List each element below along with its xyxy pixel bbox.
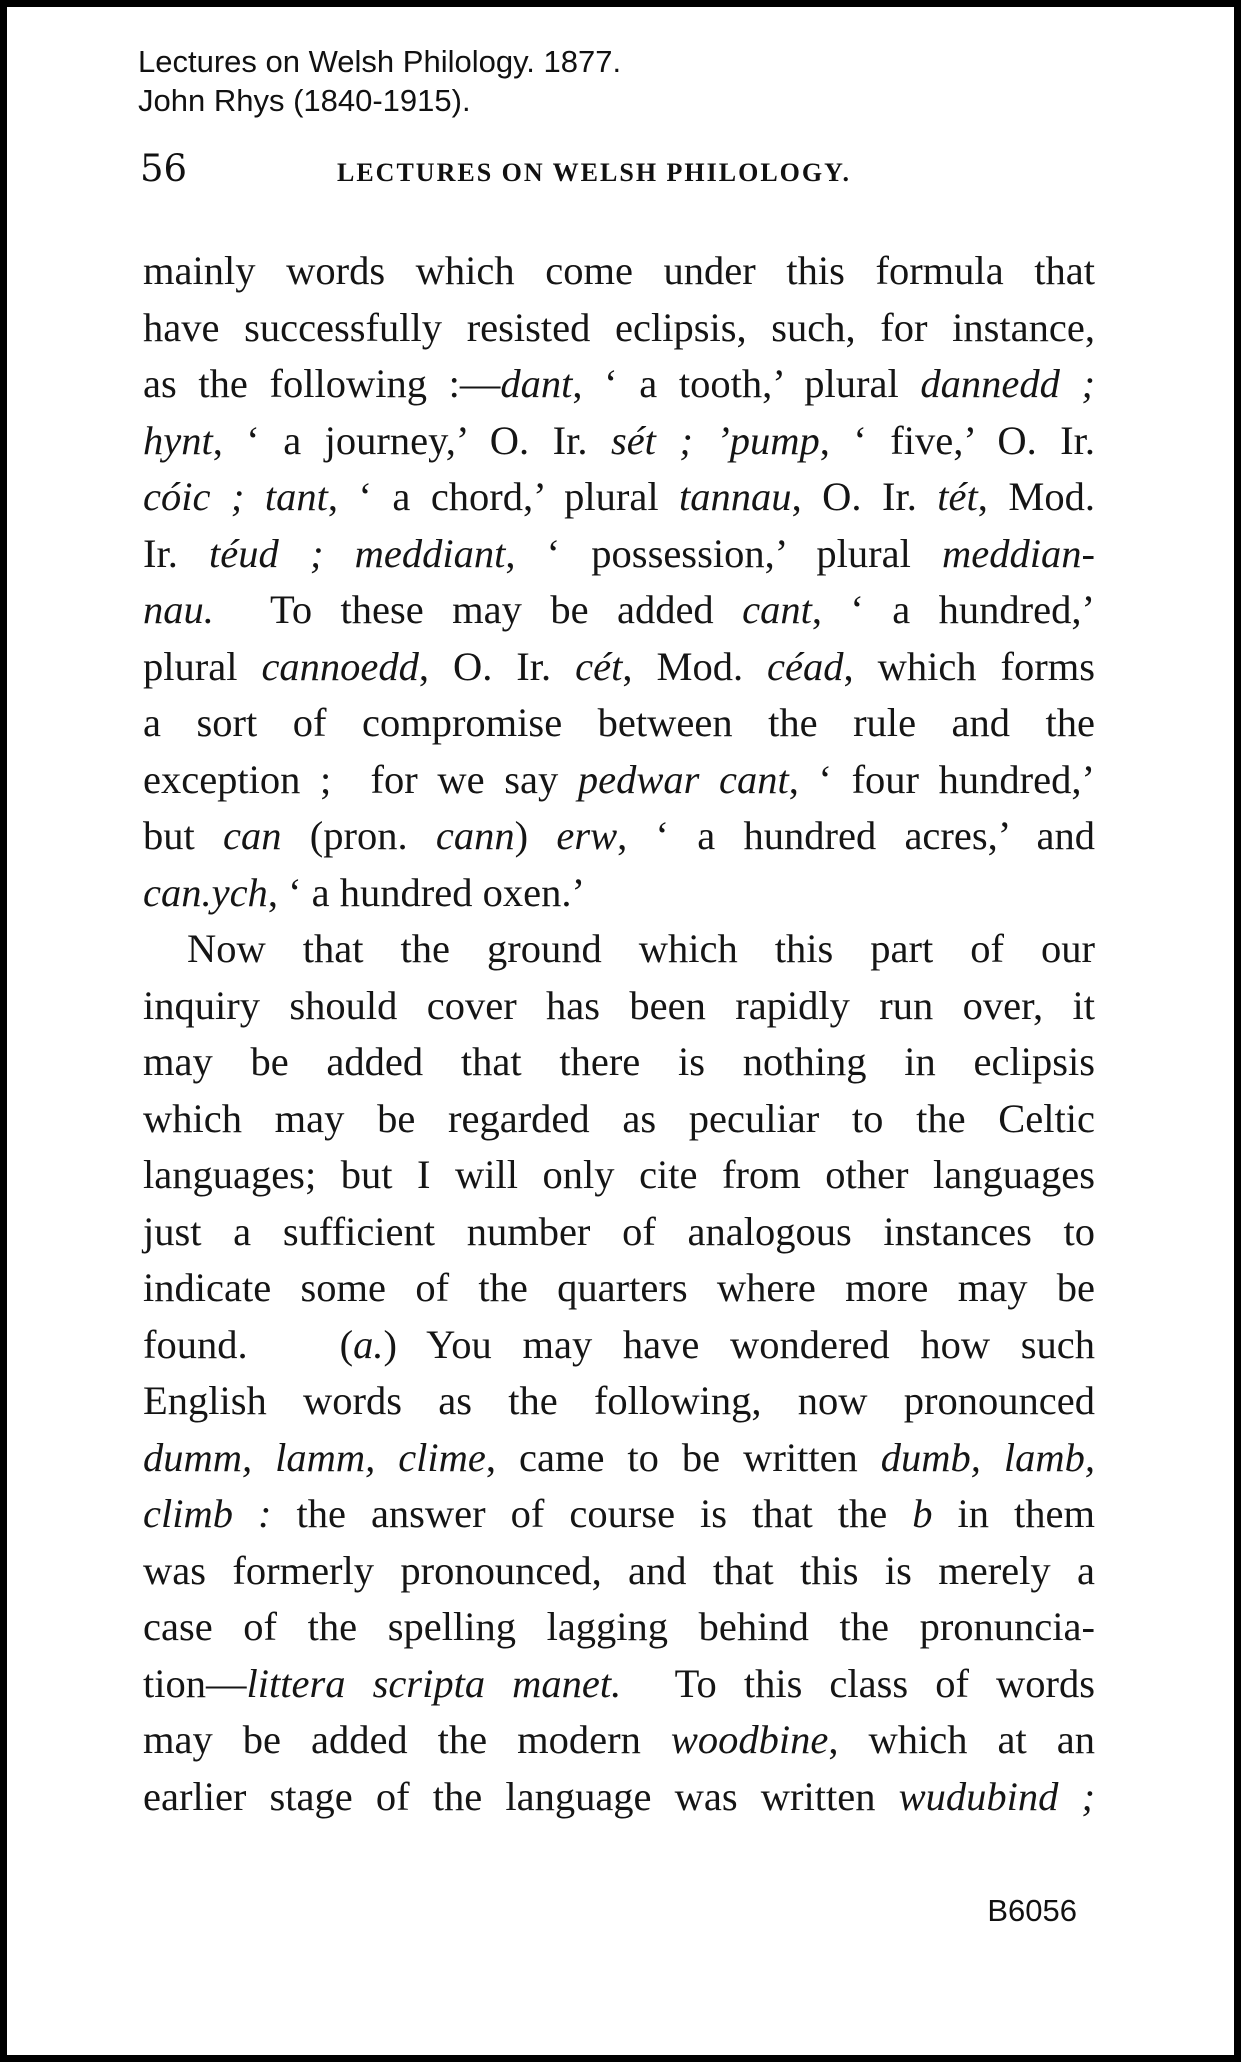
text-run: the answer of course is that the (271, 1491, 913, 1536)
text-run: , ‘ a chord,’ plural (327, 474, 680, 519)
text-run: languages; but I will only cite from other languages (143, 1152, 1095, 1197)
italic-text: climb : (143, 1491, 272, 1536)
text-run: case of the spelling lagging behind the pronuncia- (143, 1604, 1095, 1649)
page-number: 56 (140, 147, 188, 190)
text-line (143, 1373, 1095, 1430)
text-line (143, 695, 1095, 752)
text-line (143, 243, 1095, 300)
italic-text: pedwar cant (577, 756, 789, 802)
text-line (143, 1599, 1095, 1656)
text-run: plural (143, 643, 262, 689)
italic-text: dant (500, 361, 573, 406)
text-line (143, 1656, 1095, 1713)
text-line (143, 1430, 1095, 1487)
italic-text: woodbine (670, 1717, 829, 1762)
text-run: To this class of words (621, 1660, 1095, 1706)
italic-text: meddian- (942, 530, 1095, 576)
italic-text: b (912, 1491, 933, 1536)
italic-text: céad (767, 643, 844, 689)
text-line (143, 752, 1095, 809)
text-line (143, 413, 1095, 470)
text-run: Ir. (143, 530, 210, 576)
text-line (143, 1091, 1095, 1148)
text-run: Now that the ground which this part of our (187, 926, 1095, 971)
italic-text: cann (435, 813, 515, 858)
text-line (143, 1260, 1095, 1317)
italic-text: can.ych (143, 869, 268, 915)
text-run: , ‘ a hundred,’ (811, 587, 1095, 632)
text-run: tion— (143, 1660, 247, 1706)
text-line (143, 469, 1095, 526)
italic-text: dumb, lamb, (880, 1434, 1096, 1480)
text-run: , ‘ a tooth,’ plural (572, 361, 921, 406)
text-line (143, 1034, 1095, 1091)
text-line (143, 300, 1095, 357)
text-run: a sort of compromise between the rule and the (143, 700, 1095, 745)
italic-text: tét (937, 474, 978, 519)
text-line (143, 1147, 1095, 1204)
text-run: indicate some of the quarters where more may be (143, 1265, 1095, 1310)
italic-text: cant (742, 587, 812, 632)
text-run: as the following :— (143, 361, 501, 406)
text-run: mainly words which come under this formula that (143, 248, 1095, 293)
text-line (143, 808, 1095, 865)
text-run: , Mod. (977, 474, 1095, 519)
text-run: , O. Ir. (791, 474, 938, 519)
italic-text: dannedd ; (920, 361, 1095, 406)
text-run: , ‘ a hundred oxen.’ (267, 869, 585, 915)
text-run: English words as the following, now pronounced (143, 1378, 1095, 1423)
text-run: , which forms (843, 643, 1096, 689)
source-author: John Rhys (1840-1915). (138, 83, 471, 118)
italic-text: erw (556, 813, 618, 858)
text-run: found. ( (143, 1321, 354, 1367)
italic-text: a. (353, 1321, 384, 1367)
text-line (143, 1486, 1095, 1543)
text-run: , ‘ possession,’ plural (505, 530, 943, 576)
text-line (143, 978, 1095, 1035)
catalog-id: B6056 (987, 1893, 1077, 1928)
italic-text: dumm, lamm, clime (143, 1434, 486, 1480)
text-run: ) You may have wondered how such (383, 1321, 1095, 1367)
text-run: ) (514, 813, 557, 858)
text-line (143, 1204, 1095, 1261)
text-run: inquiry should cover has been rapidly run over, it (143, 982, 1095, 1028)
text-run: , ‘ four hundred,’ (788, 756, 1095, 802)
italic-text: nau. (143, 587, 214, 632)
text-line (143, 526, 1095, 583)
text-line (143, 1712, 1095, 1769)
text-run: may be added the modern (143, 1717, 671, 1762)
italic-text: cét (575, 643, 623, 689)
text-run: , came to be written (485, 1434, 881, 1480)
text-run: was formerly pronounced, and that this is merely a (143, 1547, 1095, 1593)
text-run: exception ; for we say (143, 756, 578, 802)
text-run: may be added that there is nothing in eclipsis (143, 1039, 1095, 1084)
text-line (143, 1543, 1095, 1600)
text-run: To these may be added (213, 587, 743, 632)
text-run: just a sufficient number of analogous instances to (143, 1208, 1095, 1254)
text-line (143, 582, 1095, 639)
italic-text: cóic ; tant (143, 474, 328, 519)
italic-text: hynt (143, 417, 213, 463)
text-run: (pron. (281, 813, 436, 858)
text-run: which may be regarded as peculiar to the Celtic (143, 1095, 1095, 1141)
text-run: but (143, 813, 224, 858)
body-text (143, 243, 1095, 1825)
italic-text: téud ; meddiant (209, 530, 506, 576)
text-run: earlier stage of the language was written (143, 1773, 899, 1819)
text-run: , ‘ a hundred acres,’ and (617, 813, 1095, 858)
source-title: Lectures on Welsh Philology. 1877. (138, 44, 622, 79)
italic-text: can (223, 813, 282, 858)
text-run: have successfully resisted eclipsis, such, for instance, (143, 304, 1095, 350)
text-run: , O. Ir. (418, 643, 576, 689)
text-line (143, 1317, 1095, 1374)
text-line (143, 865, 1095, 922)
italic-text: cannoedd (261, 643, 419, 689)
text-run: , ‘ five,’ O. Ir. (819, 417, 1096, 463)
text-line (143, 356, 1095, 413)
text-line (143, 921, 1095, 978)
text-line (143, 639, 1095, 696)
text-run: , ‘ a journey,’ O. Ir. (212, 417, 611, 463)
running-head: LECTURES ON WELSH PHILOLOGY. (337, 158, 852, 187)
text-run: in them (932, 1491, 1096, 1536)
italic-text: wudubind ; (898, 1773, 1095, 1819)
italic-text: littera scripta manet. (246, 1660, 622, 1706)
italic-text: sét ; ’pump (610, 417, 820, 463)
text-line (143, 1769, 1095, 1826)
text-run: , which at an (828, 1717, 1095, 1762)
italic-text: tannau (679, 474, 792, 519)
text-run: , Mod. (622, 643, 768, 689)
